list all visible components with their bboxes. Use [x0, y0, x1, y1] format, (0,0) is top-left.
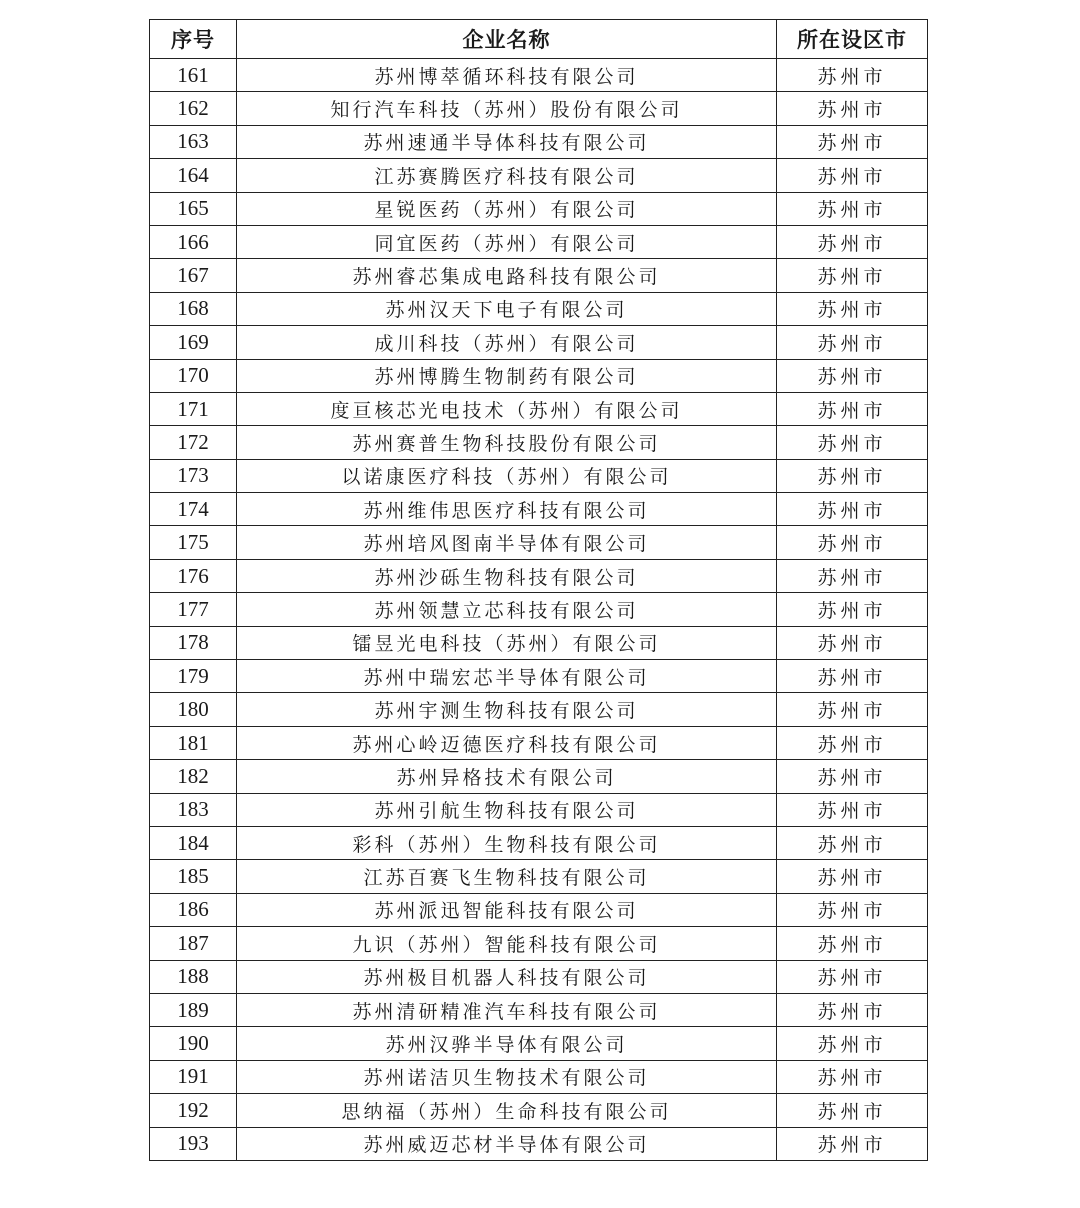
row-number: 189 — [150, 993, 237, 1026]
company-name: 苏州博腾生物制药有限公司 — [237, 359, 777, 392]
city-name: 苏州市 — [777, 626, 928, 659]
company-name: 九识（苏州）智能科技有限公司 — [237, 927, 777, 960]
table-row — [150, 292, 928, 325]
row-number: 184 — [150, 826, 237, 859]
city-name: 苏州市 — [777, 860, 928, 893]
table-row — [150, 927, 928, 960]
city-name: 苏州市 — [777, 493, 928, 526]
city-name: 苏州市 — [777, 225, 928, 258]
company-name: 度亘核芯光电技术（苏州）有限公司 — [237, 392, 777, 425]
header-city: 所在设区市 — [777, 20, 928, 59]
table-row — [150, 893, 928, 926]
city-name: 苏州市 — [777, 1094, 928, 1127]
table-row — [150, 259, 928, 292]
city-name: 苏州市 — [777, 326, 928, 359]
table-row — [150, 159, 928, 192]
row-number: 164 — [150, 159, 237, 192]
city-name: 苏州市 — [777, 726, 928, 759]
row-number: 177 — [150, 593, 237, 626]
table-row — [150, 993, 928, 1026]
city-name: 苏州市 — [777, 960, 928, 993]
table-row — [150, 593, 928, 626]
table-row — [150, 225, 928, 258]
company-name: 苏州领慧立芯科技有限公司 — [237, 593, 777, 626]
company-name: 苏州威迈芯材半导体有限公司 — [237, 1127, 777, 1160]
company-name: 同宜医药（苏州）有限公司 — [237, 225, 777, 258]
company-name: 苏州汉骅半导体有限公司 — [237, 1027, 777, 1060]
table-row — [150, 693, 928, 726]
row-number: 181 — [150, 726, 237, 759]
table-row — [150, 192, 928, 225]
company-name: 苏州极目机器人科技有限公司 — [237, 960, 777, 993]
table-row — [150, 960, 928, 993]
city-name: 苏州市 — [777, 793, 928, 826]
city-name: 苏州市 — [777, 927, 928, 960]
table-row — [150, 1027, 928, 1060]
row-number: 180 — [150, 693, 237, 726]
table-row — [150, 92, 928, 125]
city-name: 苏州市 — [777, 1027, 928, 1060]
company-name: 成川科技（苏州）有限公司 — [237, 326, 777, 359]
row-number: 165 — [150, 192, 237, 225]
table-row — [150, 359, 928, 392]
city-name: 苏州市 — [777, 593, 928, 626]
table-row — [150, 726, 928, 759]
company-name: 苏州汉天下电子有限公司 — [237, 292, 777, 325]
row-number: 191 — [150, 1060, 237, 1093]
table-row — [150, 326, 928, 359]
city-name: 苏州市 — [777, 526, 928, 559]
company-name: 苏州异格技术有限公司 — [237, 760, 777, 793]
table-row — [150, 426, 928, 459]
row-number: 187 — [150, 927, 237, 960]
row-number: 173 — [150, 459, 237, 492]
table-body — [150, 59, 928, 1161]
row-number: 186 — [150, 893, 237, 926]
city-name: 苏州市 — [777, 993, 928, 1026]
row-number: 163 — [150, 125, 237, 158]
company-name: 知行汽车科技（苏州）股份有限公司 — [237, 92, 777, 125]
city-name: 苏州市 — [777, 392, 928, 425]
table-header — [150, 20, 928, 59]
row-number: 162 — [150, 92, 237, 125]
row-number: 176 — [150, 559, 237, 592]
city-name: 苏州市 — [777, 826, 928, 859]
row-number: 175 — [150, 526, 237, 559]
row-number: 170 — [150, 359, 237, 392]
table-row — [150, 760, 928, 793]
row-number: 183 — [150, 793, 237, 826]
table-row — [150, 392, 928, 425]
company-name: 苏州博萃循环科技有限公司 — [237, 59, 777, 92]
row-number: 193 — [150, 1127, 237, 1160]
company-name: 苏州中瑞宏芯半导体有限公司 — [237, 660, 777, 693]
header-company-name: 企业名称 — [237, 20, 777, 59]
table-row — [150, 526, 928, 559]
company-name: 江苏百赛飞生物科技有限公司 — [237, 860, 777, 893]
city-name: 苏州市 — [777, 259, 928, 292]
company-name: 苏州引航生物科技有限公司 — [237, 793, 777, 826]
row-number: 190 — [150, 1027, 237, 1060]
city-name: 苏州市 — [777, 1060, 928, 1093]
company-name: 苏州速通半导体科技有限公司 — [237, 125, 777, 158]
city-name: 苏州市 — [777, 1127, 928, 1160]
row-number: 168 — [150, 292, 237, 325]
company-name: 苏州诺洁贝生物技术有限公司 — [237, 1060, 777, 1093]
company-name: 苏州宇测生物科技有限公司 — [237, 693, 777, 726]
table-row — [150, 559, 928, 592]
row-number: 161 — [150, 59, 237, 92]
city-name: 苏州市 — [777, 459, 928, 492]
row-number: 185 — [150, 860, 237, 893]
city-name: 苏州市 — [777, 292, 928, 325]
row-number: 167 — [150, 259, 237, 292]
row-number: 178 — [150, 626, 237, 659]
table-row — [150, 826, 928, 859]
company-name: 苏州维伟思医疗科技有限公司 — [237, 493, 777, 526]
row-number: 182 — [150, 760, 237, 793]
city-name: 苏州市 — [777, 559, 928, 592]
company-name: 思纳福（苏州）生命科技有限公司 — [237, 1094, 777, 1127]
table-row — [150, 1060, 928, 1093]
table-row — [150, 660, 928, 693]
company-name: 以诺康医疗科技（苏州）有限公司 — [237, 459, 777, 492]
table-row — [150, 793, 928, 826]
company-name: 江苏赛腾医疗科技有限公司 — [237, 159, 777, 192]
city-name: 苏州市 — [777, 359, 928, 392]
company-list-table — [149, 19, 928, 1161]
row-number: 188 — [150, 960, 237, 993]
table-row — [150, 1094, 928, 1127]
city-name: 苏州市 — [777, 59, 928, 92]
company-name: 苏州心岭迈德医疗科技有限公司 — [237, 726, 777, 759]
row-number: 174 — [150, 493, 237, 526]
company-name: 苏州沙砾生物科技有限公司 — [237, 559, 777, 592]
company-name: 镭昱光电科技（苏州）有限公司 — [237, 626, 777, 659]
table-row — [150, 59, 928, 92]
company-name: 苏州赛普生物科技股份有限公司 — [237, 426, 777, 459]
city-name: 苏州市 — [777, 760, 928, 793]
city-name: 苏州市 — [777, 192, 928, 225]
row-number: 171 — [150, 392, 237, 425]
company-name: 彩科（苏州）生物科技有限公司 — [237, 826, 777, 859]
city-name: 苏州市 — [777, 159, 928, 192]
header-number: 序号 — [150, 20, 237, 59]
row-number: 192 — [150, 1094, 237, 1127]
city-name: 苏州市 — [777, 660, 928, 693]
city-name: 苏州市 — [777, 92, 928, 125]
city-name: 苏州市 — [777, 125, 928, 158]
table-row — [150, 1127, 928, 1160]
city-name: 苏州市 — [777, 693, 928, 726]
row-number: 166 — [150, 225, 237, 258]
row-number: 172 — [150, 426, 237, 459]
table-row — [150, 860, 928, 893]
company-name: 苏州培风图南半导体有限公司 — [237, 526, 777, 559]
table-row — [150, 125, 928, 158]
header-row — [150, 20, 928, 59]
table-row — [150, 626, 928, 659]
company-name: 星锐医药（苏州）有限公司 — [237, 192, 777, 225]
company-name: 苏州清研精准汽车科技有限公司 — [237, 993, 777, 1026]
table-row — [150, 459, 928, 492]
table-row — [150, 493, 928, 526]
company-name: 苏州派迅智能科技有限公司 — [237, 893, 777, 926]
row-number: 179 — [150, 660, 237, 693]
company-name: 苏州睿芯集成电路科技有限公司 — [237, 259, 777, 292]
row-number: 169 — [150, 326, 237, 359]
city-name: 苏州市 — [777, 893, 928, 926]
city-name: 苏州市 — [777, 426, 928, 459]
